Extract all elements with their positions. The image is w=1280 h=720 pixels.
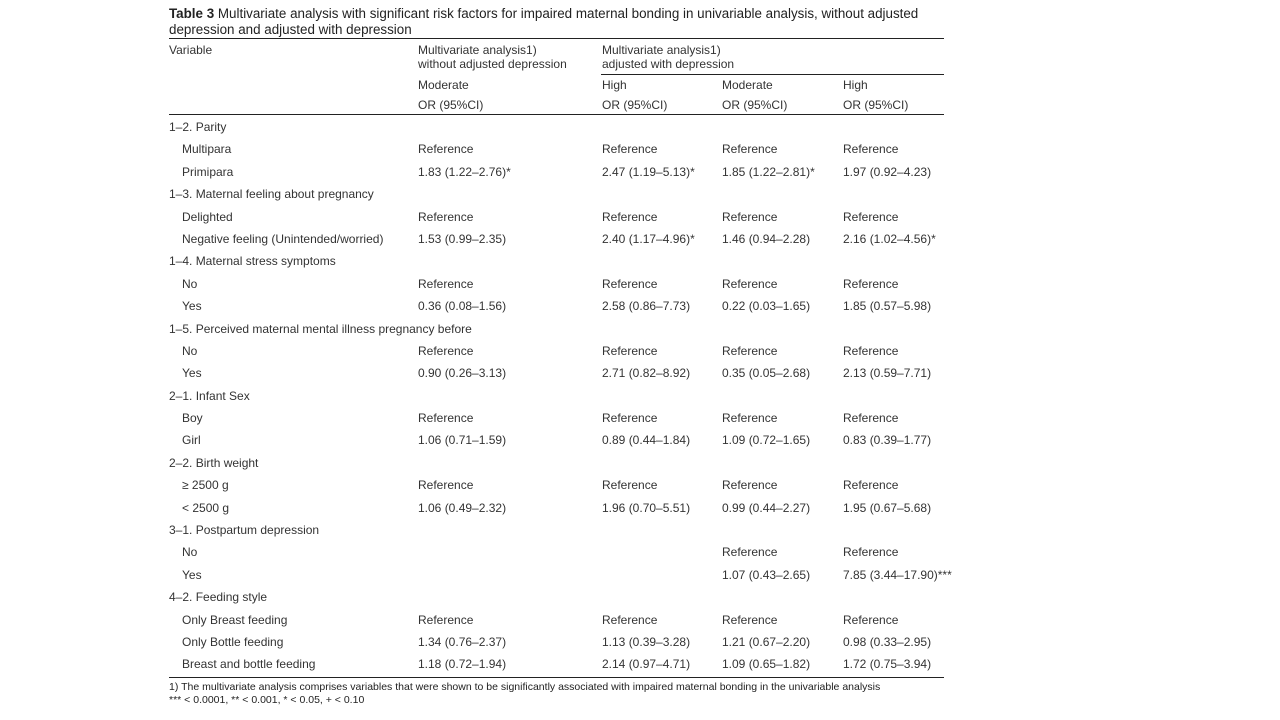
table-cell: Reference: [602, 142, 658, 157]
table-cell: 1.13 (0.39–3.28): [602, 634, 691, 649]
table-cell: 2.14 (0.97–4.71): [602, 657, 691, 672]
table-cell: Reference: [602, 612, 658, 627]
table-cell: Reference: [602, 478, 658, 493]
table-cell: Reference: [602, 343, 658, 358]
header-col3-level: Moderate: [722, 78, 773, 92]
row-label: < 2500 g: [182, 500, 230, 515]
row-label: No: [182, 545, 198, 560]
table-caption-text: Multivariate analysis with significant risk factors for impaired maternal bonding in univariable analysis, without adjusted depression and adjusted with depression: [169, 6, 919, 37]
table-cell: 0.22 (0.03–1.65): [722, 299, 811, 314]
table-cell: 0.98 (0.33–2.95): [843, 634, 932, 649]
table-cell: 1.18 (0.72–1.94): [418, 657, 507, 672]
row-label: 1–4. Maternal stress symptoms: [169, 254, 336, 269]
table-section-row: [169, 250, 944, 272]
table-cell: Reference: [722, 209, 778, 224]
row-label: Primipara: [182, 164, 234, 179]
row-label: Delighted: [182, 209, 233, 224]
table-cell: Reference: [602, 411, 658, 426]
table-cell: Reference: [722, 612, 778, 627]
table-caption: [169, 6, 944, 38]
table-cell: 1.06 (0.49–2.32): [418, 500, 507, 515]
table-row: [169, 631, 944, 653]
row-label: 2–2. Birth weight: [169, 455, 259, 470]
table-section-row: [169, 318, 944, 340]
table-section-row: [169, 452, 944, 474]
table-cell: Reference: [418, 612, 474, 627]
table-row: [169, 407, 944, 429]
table-container: [169, 6, 952, 707]
table-cell: 1.46 (0.94–2.28): [722, 231, 811, 246]
table-cell: Reference: [418, 276, 474, 291]
table-cell: 1.97 (0.92–4.23): [843, 164, 932, 179]
table-cell: 1.09 (0.65–1.82): [722, 657, 811, 672]
table-cell: 1.72 (0.75–3.94): [843, 657, 932, 672]
table-footnotes: [169, 678, 944, 707]
table-cell: 7.85 (3.44–17.90)***: [843, 567, 952, 582]
header-group2-rule: [601, 74, 944, 75]
row-label: Only Breast feeding: [182, 612, 288, 627]
table-cell: Reference: [418, 209, 474, 224]
table-cell: Reference: [722, 478, 778, 493]
header-col4-level: High: [843, 78, 868, 92]
table-cell: Reference: [418, 142, 474, 157]
header-group1-line2: without adjusted depression: [418, 57, 567, 71]
table-row: [169, 653, 944, 675]
table-cell: 0.99 (0.44–2.27): [722, 500, 811, 515]
table-cell: 1.53 (0.99–2.35): [418, 231, 507, 246]
header-col4-or: OR (95%CI): [843, 98, 909, 112]
row-label: 3–1. Postpartum depression: [169, 523, 320, 538]
table-section-row: [169, 519, 944, 541]
table-cell: 1.06 (0.71–1.59): [418, 433, 507, 448]
table-row: [169, 138, 944, 160]
table-cell: 0.36 (0.08–1.56): [418, 299, 507, 314]
table-row: [169, 161, 944, 183]
table-row: [169, 340, 944, 362]
table-cell: Reference: [843, 478, 899, 493]
table-cell: 1.07 (0.43–2.65): [722, 567, 811, 582]
row-label: 1–3. Maternal feeling about pregnancy: [169, 187, 374, 202]
header-col1-or: OR (95%CI): [418, 98, 484, 112]
table-cell: 0.83 (0.39–1.77): [843, 433, 932, 448]
row-label: No: [182, 276, 198, 291]
table-cell: 1.83 (1.22–2.76)*: [418, 164, 511, 179]
row-label: 1–2. Parity: [169, 120, 227, 134]
header-group1-line1: Multivariate analysis1): [418, 43, 537, 57]
table-row: [169, 295, 944, 317]
table-cell: Reference: [843, 343, 899, 358]
table-cell: 2.47 (1.19–5.13)*: [602, 164, 695, 179]
table-cell: Reference: [722, 545, 778, 560]
row-label: Yes: [182, 567, 202, 582]
table-row: [169, 429, 944, 451]
table-cell: Reference: [418, 411, 474, 426]
footnote-1: 1) The multivariate analysis comprises variables that were shown to be significantly associated with impaired maternal bonding in the univariable analysis: [169, 680, 881, 693]
table-cell: 1.85 (0.57–5.98): [843, 299, 932, 314]
table-cell: 2.16 (1.02–4.56)*: [843, 231, 936, 246]
header-group2-line2: adjusted with depression: [602, 57, 735, 71]
table-cell: 1.09 (0.72–1.65): [722, 433, 811, 448]
table-cell: Reference: [843, 142, 899, 157]
row-label: 1–5. Perceived maternal mental illness pregnancy before: [169, 321, 472, 336]
table-section-row: [169, 183, 944, 205]
row-label: ≥ 2500 g: [182, 478, 229, 493]
table-cell: 0.35 (0.05–2.68): [722, 366, 811, 381]
header-col1-level: Moderate: [418, 78, 469, 92]
table-cell: 1.85 (1.22–2.81)*: [722, 164, 815, 179]
table-cell: 1.34 (0.76–2.37): [418, 634, 507, 649]
table-cell: Reference: [722, 411, 778, 426]
table-cell: Reference: [418, 343, 474, 358]
table-row: [169, 362, 944, 384]
row-label: Boy: [182, 411, 203, 426]
table-cell: 0.90 (0.26–3.13): [418, 366, 507, 381]
row-label: 2–1. Infant Sex: [169, 388, 250, 403]
table-row: [169, 474, 944, 496]
table-row: [169, 541, 944, 563]
table-cell: 2.71 (0.82–8.92): [602, 366, 691, 381]
table-cell: Reference: [843, 545, 899, 560]
row-label: Multipara: [182, 142, 232, 157]
table-row: [169, 564, 952, 586]
table-section-row: [169, 586, 944, 608]
table-cell: Reference: [722, 276, 778, 291]
row-label: No: [182, 343, 198, 358]
row-label: Girl: [182, 433, 201, 448]
row-label: Yes: [182, 299, 202, 314]
table-cell: 2.58 (0.86–7.73): [602, 299, 691, 314]
table-cell: Reference: [722, 343, 778, 358]
table-section-row: [169, 116, 944, 138]
table-cell: Reference: [602, 276, 658, 291]
table-cell: 2.40 (1.17–4.96)*: [602, 231, 695, 246]
row-label: 4–2. Feeding style: [169, 590, 268, 605]
header-variable: Variable: [169, 43, 213, 57]
header-col2-level: High: [602, 78, 627, 92]
header-col2-or: OR (95%CI): [602, 98, 668, 112]
table-row: [169, 206, 944, 228]
row-label: Breast and bottle feeding: [182, 657, 316, 672]
table-row: [169, 228, 944, 250]
footnote-2: *** < 0.0001, ** < 0.001, * < 0.05, + < 0.10: [169, 693, 365, 706]
table-cell: Reference: [843, 276, 899, 291]
header-group2-line1: Multivariate analysis1): [602, 43, 721, 57]
table-cell: Reference: [418, 478, 474, 493]
table-label: Table 3: [169, 6, 215, 21]
table-cell: Reference: [722, 142, 778, 157]
table-header: [169, 39, 944, 114]
table-cell: 1.21 (0.67–2.20): [722, 634, 811, 649]
row-label: Negative feeling (Unintended/worried): [182, 231, 384, 246]
table-body: [169, 115, 952, 676]
table-row: [169, 609, 944, 631]
row-label: Only Bottle feeding: [182, 634, 284, 649]
table-cell: 1.96 (0.70–5.51): [602, 500, 691, 515]
table-cell: Reference: [843, 209, 899, 224]
table-cell: Reference: [843, 411, 899, 426]
table-row: [169, 497, 944, 519]
table-cell: 1.95 (0.67–5.68): [843, 500, 932, 515]
table-cell: Reference: [843, 612, 899, 627]
row-label: Yes: [182, 366, 202, 381]
table-cell: 0.89 (0.44–1.84): [602, 433, 691, 448]
header-col3-or: OR (95%CI): [722, 98, 788, 112]
table-cell: Reference: [602, 209, 658, 224]
table-row: [169, 273, 944, 295]
table-cell: 2.13 (0.59–7.71): [843, 366, 932, 381]
table-section-row: [169, 385, 944, 407]
